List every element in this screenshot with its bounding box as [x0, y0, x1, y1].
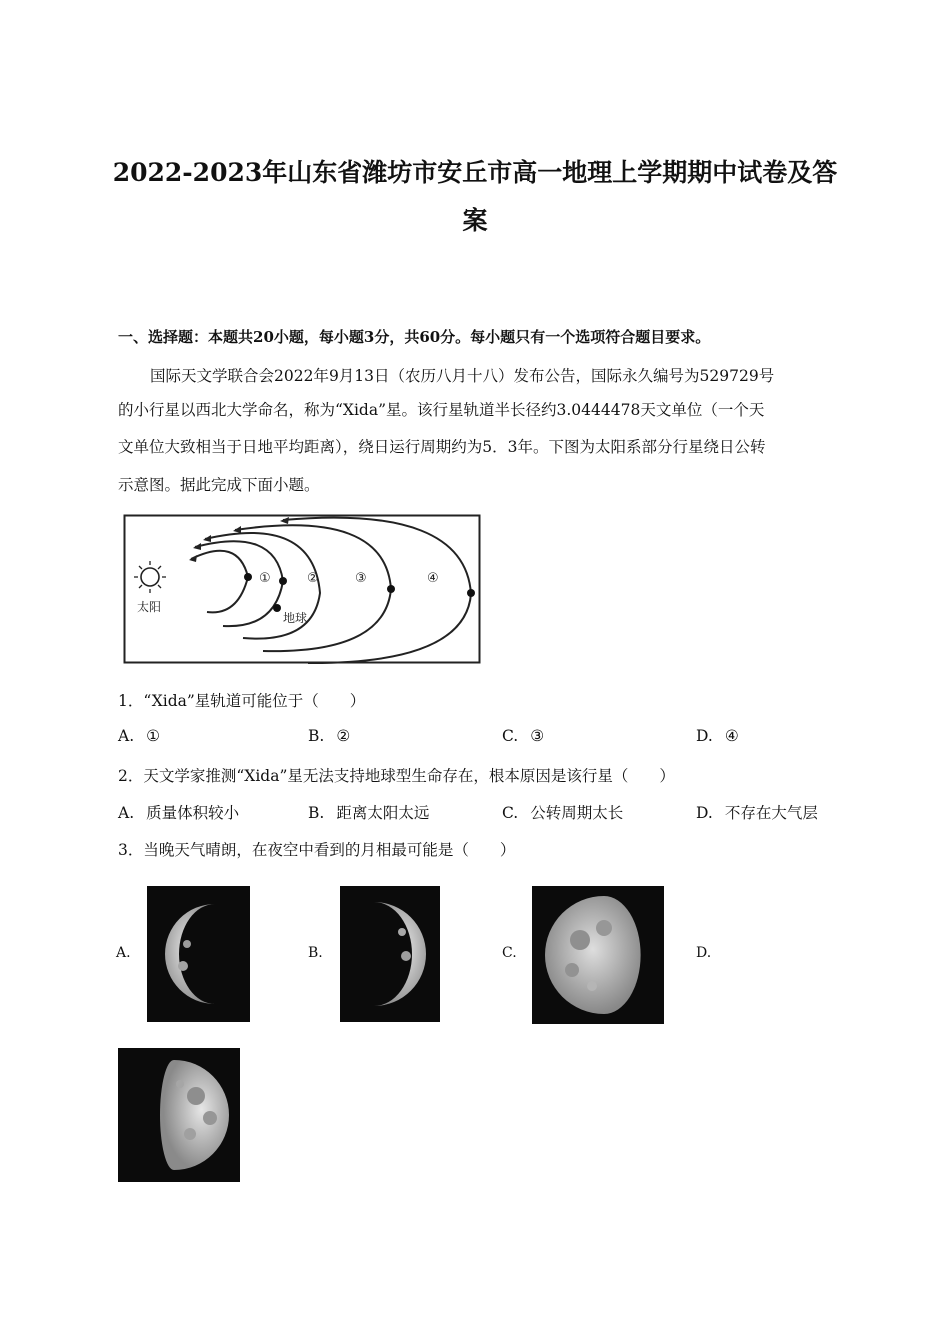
option-text: ①	[146, 727, 161, 745]
q1-option-b[interactable]	[308, 727, 350, 745]
q1-option-c[interactable]	[502, 727, 544, 745]
q2-option-a[interactable]	[118, 801, 239, 823]
planet-earth	[273, 604, 281, 612]
option-text: 距离太阳太远	[336, 804, 430, 822]
option-text: ②	[336, 727, 351, 745]
intro-line-1: 国际天文学联合会2022年9月13日（农历八月十八）发布公告，国际永久编号为529729号	[150, 367, 775, 385]
planet-mars	[387, 585, 395, 593]
document-title-line1: 2022-2023年山东省潍坊市安丘市高一地理上学期期中试卷及答	[112, 158, 838, 187]
sun-label: 太阳	[137, 600, 162, 614]
option-text: 质量体积较小	[146, 804, 240, 822]
planet-mercury	[244, 573, 252, 581]
option-text: 不存在大气层	[724, 804, 818, 822]
orbit-diagram	[123, 514, 483, 666]
option-text: 公转周期太长	[530, 804, 624, 822]
question-1-stem: 1．“Xida”星轨道可能位于（ ）	[118, 692, 366, 710]
moon-first-quarter-image[interactable]	[118, 1048, 240, 1182]
question-3-stem: 3．当晚天气晴朗，在夜空中看到的月相最可能是（ ）	[118, 841, 516, 859]
q3-option-b-label[interactable]: B.	[308, 945, 323, 961]
option-text: ③	[530, 727, 545, 745]
option-letter: D.	[696, 804, 713, 822]
q1-option-a[interactable]	[118, 727, 160, 745]
section-heading: 一、选择题：本题共20小题，每小题3分，共60分。每小题只有一个选项符合题目要求。	[118, 328, 711, 346]
option-letter: A.	[118, 727, 135, 745]
q1-option-d[interactable]	[696, 727, 739, 745]
moon-waning-gibbous-image[interactable]	[532, 886, 664, 1024]
option-text: ④	[724, 727, 739, 745]
intro-line-2: 的小行星以西北大学命名，称为“Xida”星。该行星轨道半长径约3.0444478天文单位（一个天	[118, 401, 765, 419]
document-title-line2: 案	[462, 206, 488, 235]
option-letter: C.	[502, 804, 519, 822]
option-letter: B.	[308, 727, 325, 745]
orbit-label-4: ④	[427, 571, 439, 586]
orbit-label-2: ②	[307, 571, 319, 586]
orbit-label-1: ①	[259, 571, 271, 586]
q3-option-c-label[interactable]: C.	[502, 945, 517, 961]
option-letter: B.	[308, 804, 325, 822]
option-letter: D.	[696, 727, 713, 745]
diagram-frame	[125, 516, 480, 663]
q2-option-d[interactable]	[696, 801, 818, 823]
intro-line-3: 文单位大致相当于日地平均距离），绕日运行周期约为5．3年。下图为太阳系部分行星绕日公转	[118, 438, 766, 456]
planet-jupiter	[467, 589, 475, 597]
orbit-label-3: ③	[355, 571, 367, 586]
q2-option-b[interactable]	[308, 801, 429, 823]
moon-waxing-crescent-image[interactable]	[147, 886, 250, 1022]
option-letter: C.	[502, 727, 519, 745]
intro-line-4: 示意图。据此完成下面小题。	[118, 476, 320, 494]
earth-label: 地球	[283, 611, 308, 625]
option-letter: A.	[118, 804, 135, 822]
q2-option-c[interactable]	[502, 801, 623, 823]
q3-option-a-label[interactable]: A.	[116, 945, 131, 961]
planet-venus	[279, 577, 287, 585]
moon-waning-crescent-image[interactable]	[340, 886, 440, 1022]
q3-option-d-label[interactable]: D.	[696, 945, 712, 961]
question-2-stem: 2．天文学家推测“Xida”星无法支持地球型生命存在，根本原因是该行星（ ）	[118, 767, 675, 785]
